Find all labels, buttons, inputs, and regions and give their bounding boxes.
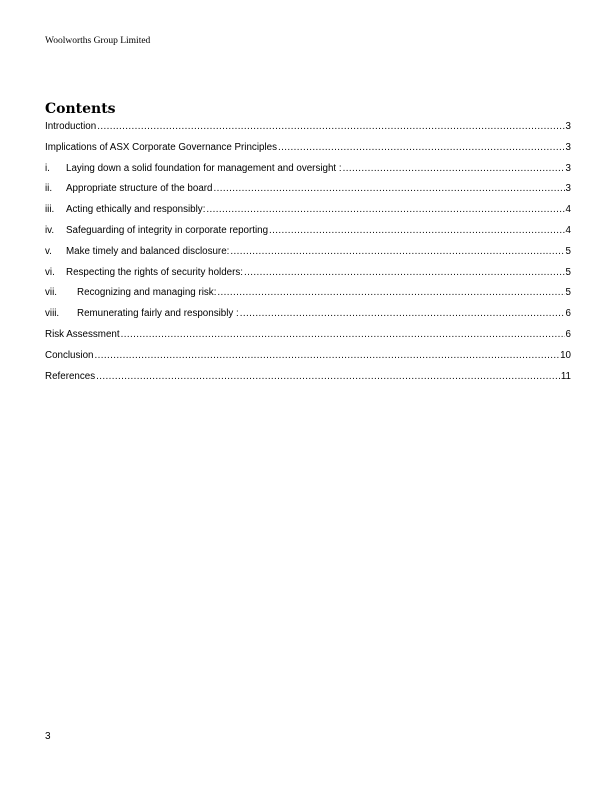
toc-entry-page: 3	[565, 141, 571, 153]
dot-leader	[214, 183, 565, 194]
toc-entry-label: Respecting the rights of security holders:	[66, 266, 243, 278]
toc-entry-label: Implications of ASX Corporate Governance Principles	[45, 141, 277, 153]
toc-entry-number: v.	[45, 245, 52, 257]
toc-entry-page: 5	[565, 287, 571, 299]
toc-entry-board-structure[interactable]	[45, 183, 571, 204]
toc-entry-label: References	[45, 370, 96, 382]
toc-entry-page: 4	[565, 204, 571, 216]
toc-entry-label: Appropriate structure of the board	[66, 183, 213, 195]
toc-entry-number: viii.	[45, 308, 60, 320]
dot-leader	[230, 246, 564, 257]
toc-entry-integrity[interactable]	[45, 225, 571, 246]
toc-entry-disclosure[interactable]	[45, 246, 571, 267]
dot-leader	[97, 121, 564, 132]
toc-entry-risk-management[interactable]	[45, 287, 571, 308]
toc-entry-conclusion[interactable]	[45, 350, 571, 371]
toc-entry-label: Recognizing and managing risk:	[77, 287, 217, 299]
toc-entry-page: 6	[565, 328, 571, 340]
dot-leader	[206, 204, 564, 215]
dot-leader	[343, 163, 565, 174]
dot-leader	[244, 267, 565, 278]
toc-entry-page: 3	[565, 121, 571, 132]
toc-entry-foundation[interactable]	[45, 163, 571, 184]
toc-entry-label: Acting ethically and responsibly:	[66, 204, 206, 216]
page-number: 3	[45, 731, 51, 742]
toc-entry-page: 4	[565, 224, 571, 236]
dot-leader	[278, 142, 565, 153]
toc-entry-ethics[interactable]	[45, 204, 571, 225]
toc-entry-remuneration[interactable]	[45, 308, 571, 329]
dot-leader	[217, 287, 564, 298]
toc-entry-number: iii.	[45, 204, 55, 216]
toc-title: Contents	[45, 101, 116, 117]
toc-entry-security-holders[interactable]	[45, 267, 571, 288]
toc-entry-references[interactable]	[45, 371, 571, 392]
table-of-contents	[45, 121, 571, 391]
dot-leader	[96, 371, 560, 382]
toc-entry-number: vii.	[45, 287, 57, 299]
toc-entry-introduction[interactable]	[45, 121, 571, 142]
toc-entry-page: 11	[560, 370, 571, 382]
toc-entry-implications[interactable]	[45, 142, 571, 163]
dot-leader	[94, 350, 559, 361]
toc-entry-risk-assessment[interactable]	[45, 329, 571, 350]
toc-entry-page: 5	[565, 245, 571, 257]
toc-entry-number: vi.	[45, 266, 55, 278]
toc-entry-page: 5	[565, 266, 571, 278]
running-header: Woolworths Group Limited	[45, 36, 151, 46]
toc-entry-number: iv.	[45, 224, 55, 236]
toc-entry-label: Conclusion	[45, 349, 94, 361]
toc-entry-label: Make timely and balanced disclosure:	[66, 245, 230, 257]
toc-entry-page: 6	[565, 308, 571, 320]
dot-leader	[240, 308, 565, 319]
toc-entry-label: Introduction	[45, 121, 97, 132]
toc-entry-page: 3	[565, 183, 571, 195]
toc-entry-label: Risk Assessment	[45, 328, 120, 340]
dot-leader	[121, 329, 565, 340]
toc-entry-label: Safeguarding of integrity in corporate reporting	[66, 224, 269, 236]
toc-entry-page: 10	[560, 349, 571, 361]
toc-entry-label: Laying down a solid foundation for management and oversight :	[66, 162, 342, 174]
toc-entry-page: 3	[565, 162, 571, 174]
toc-entry-number: i.	[45, 162, 50, 174]
dot-leader	[269, 225, 565, 236]
toc-entry-label: Remunerating fairly and responsibly :	[77, 308, 239, 320]
toc-entry-number: ii.	[45, 183, 53, 195]
